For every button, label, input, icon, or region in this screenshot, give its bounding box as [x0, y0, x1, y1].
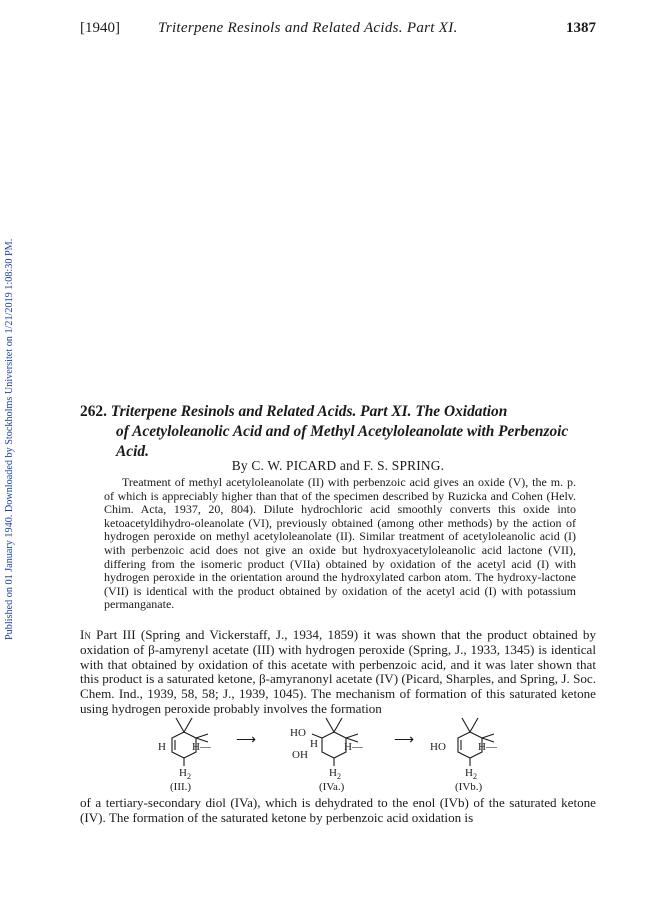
atom-h-dash-iii: H— — [192, 741, 211, 753]
reaction-scheme — [140, 714, 540, 796]
atom-h2-iii: H — [179, 767, 187, 779]
abstract — [104, 476, 576, 612]
reaction-scheme-svg — [140, 714, 540, 796]
paragraph-1-text: Part III (Spring and Vickerstaff, J., 1934, 1859) it was shown that the product obtained by oxidation of β-amyrenyl acetate (III) with hydrogen peroxide (Spring, J., 1933, 1345) is identical with that obtained by oxidation of this acetate with perbenzoic acid, and it was later shown that this product is a saturated ketone, β-amyranonyl acetate (IV) (Picard, Sharples, and Spring, J. Soc. Chem. Ind., 1939, 58, 58; J., 1939, 1045). The mechanism of formation of this saturated ketone using hydrogen peroxide probably involves the formation — [80, 627, 597, 716]
header-page-number: 1387 — [566, 20, 596, 36]
atom-h-iii: H — [158, 741, 166, 753]
lead-word: In — [80, 627, 91, 642]
running-header — [80, 20, 596, 42]
title-line-3: Acid. — [116, 443, 149, 460]
caption-iii: (III.) — [170, 781, 192, 793]
atom-ho-ivb: HO — [430, 741, 446, 753]
download-watermark-text: Published on 01 January 1940. Downloaded by Stockholms Universitet on 1/21/2019 1:08:30 PM. — [4, 238, 15, 640]
atom-oh-iva: OH — [292, 749, 308, 761]
sub-2-iii: 2 — [187, 772, 191, 781]
title-line-2: of Acetyloleanolic Acid and of Methyl Acetyloleanolate with Perbenzoic — [116, 423, 569, 440]
sub-2-ivb: 2 — [473, 772, 477, 781]
atom-h-dash-iva: H— — [344, 741, 363, 753]
arrow-2: ⟶ — [394, 733, 415, 748]
atom-h-dash-ivb: H— — [478, 741, 497, 753]
body-paragraph-2 — [80, 796, 596, 826]
atom-ho-iva: HO — [290, 727, 306, 739]
abstract-text: Treatment of methyl acetyloleanolate (II) with perbenzoic acid gives an oxide (V), the m. p. of which is appreciably higher than that of the specimen described by Ruzicka and Cohen (Helv. Chim. Acta, 1937, 20, 804). Dilute hydrochloric acid smoothly converts this oxide into ketoacetyldihydro-oleanolate (VI), previously obtained (among other methods) by the action of hydrogen peroxide on methyl acetyloleanolate (II). Similar treatment of acetyloleanolic acid (I) with perbenzoic acid does not give an oxide but hydroxyacetyloleanolic acid lactone (VII), differing from the isomeric product (VIIa) obtained by oxidation of the acetyl acid (I) with hydrogen peroxide in the orientation around the hydroxylated carbon atom. The hydroxy-lactone (VII) is identical with the product obtained by oxidation of the acetyl acid (I) with potassium permanganate. — [104, 475, 576, 612]
title-line-1: Triterpene Resinols and Related Acids. Part XI. The Oxidation — [110, 403, 508, 420]
body-paragraph-1 — [80, 628, 596, 717]
download-watermark — [4, 120, 18, 640]
paragraph-2-text: of a tertiary-secondary diol (IVa), which is dehydrated to the enol (IVb) of the saturated ketone (IV). The formation of the saturated ketone by perbenzoic acid oxidation is — [80, 795, 596, 825]
header-year: [1940] — [80, 20, 120, 36]
sub-2-iva: 2 — [337, 772, 341, 781]
article-title — [80, 402, 596, 462]
atom-h2-iva: H — [329, 767, 337, 779]
atom-h2-ivb: H — [465, 767, 473, 779]
caption-iva: (IVa.) — [319, 781, 345, 793]
article-number: 262. — [80, 403, 107, 420]
arrow-1: ⟶ — [236, 733, 257, 748]
header-running-title: Triterpene Resinols and Related Acids. Part XI. — [158, 20, 458, 36]
authors: By C. W. PICARD and F. S. SPRING. — [231, 458, 445, 473]
atom-h-iva: H — [310, 738, 318, 750]
caption-ivb: (IVb.) — [455, 781, 483, 793]
